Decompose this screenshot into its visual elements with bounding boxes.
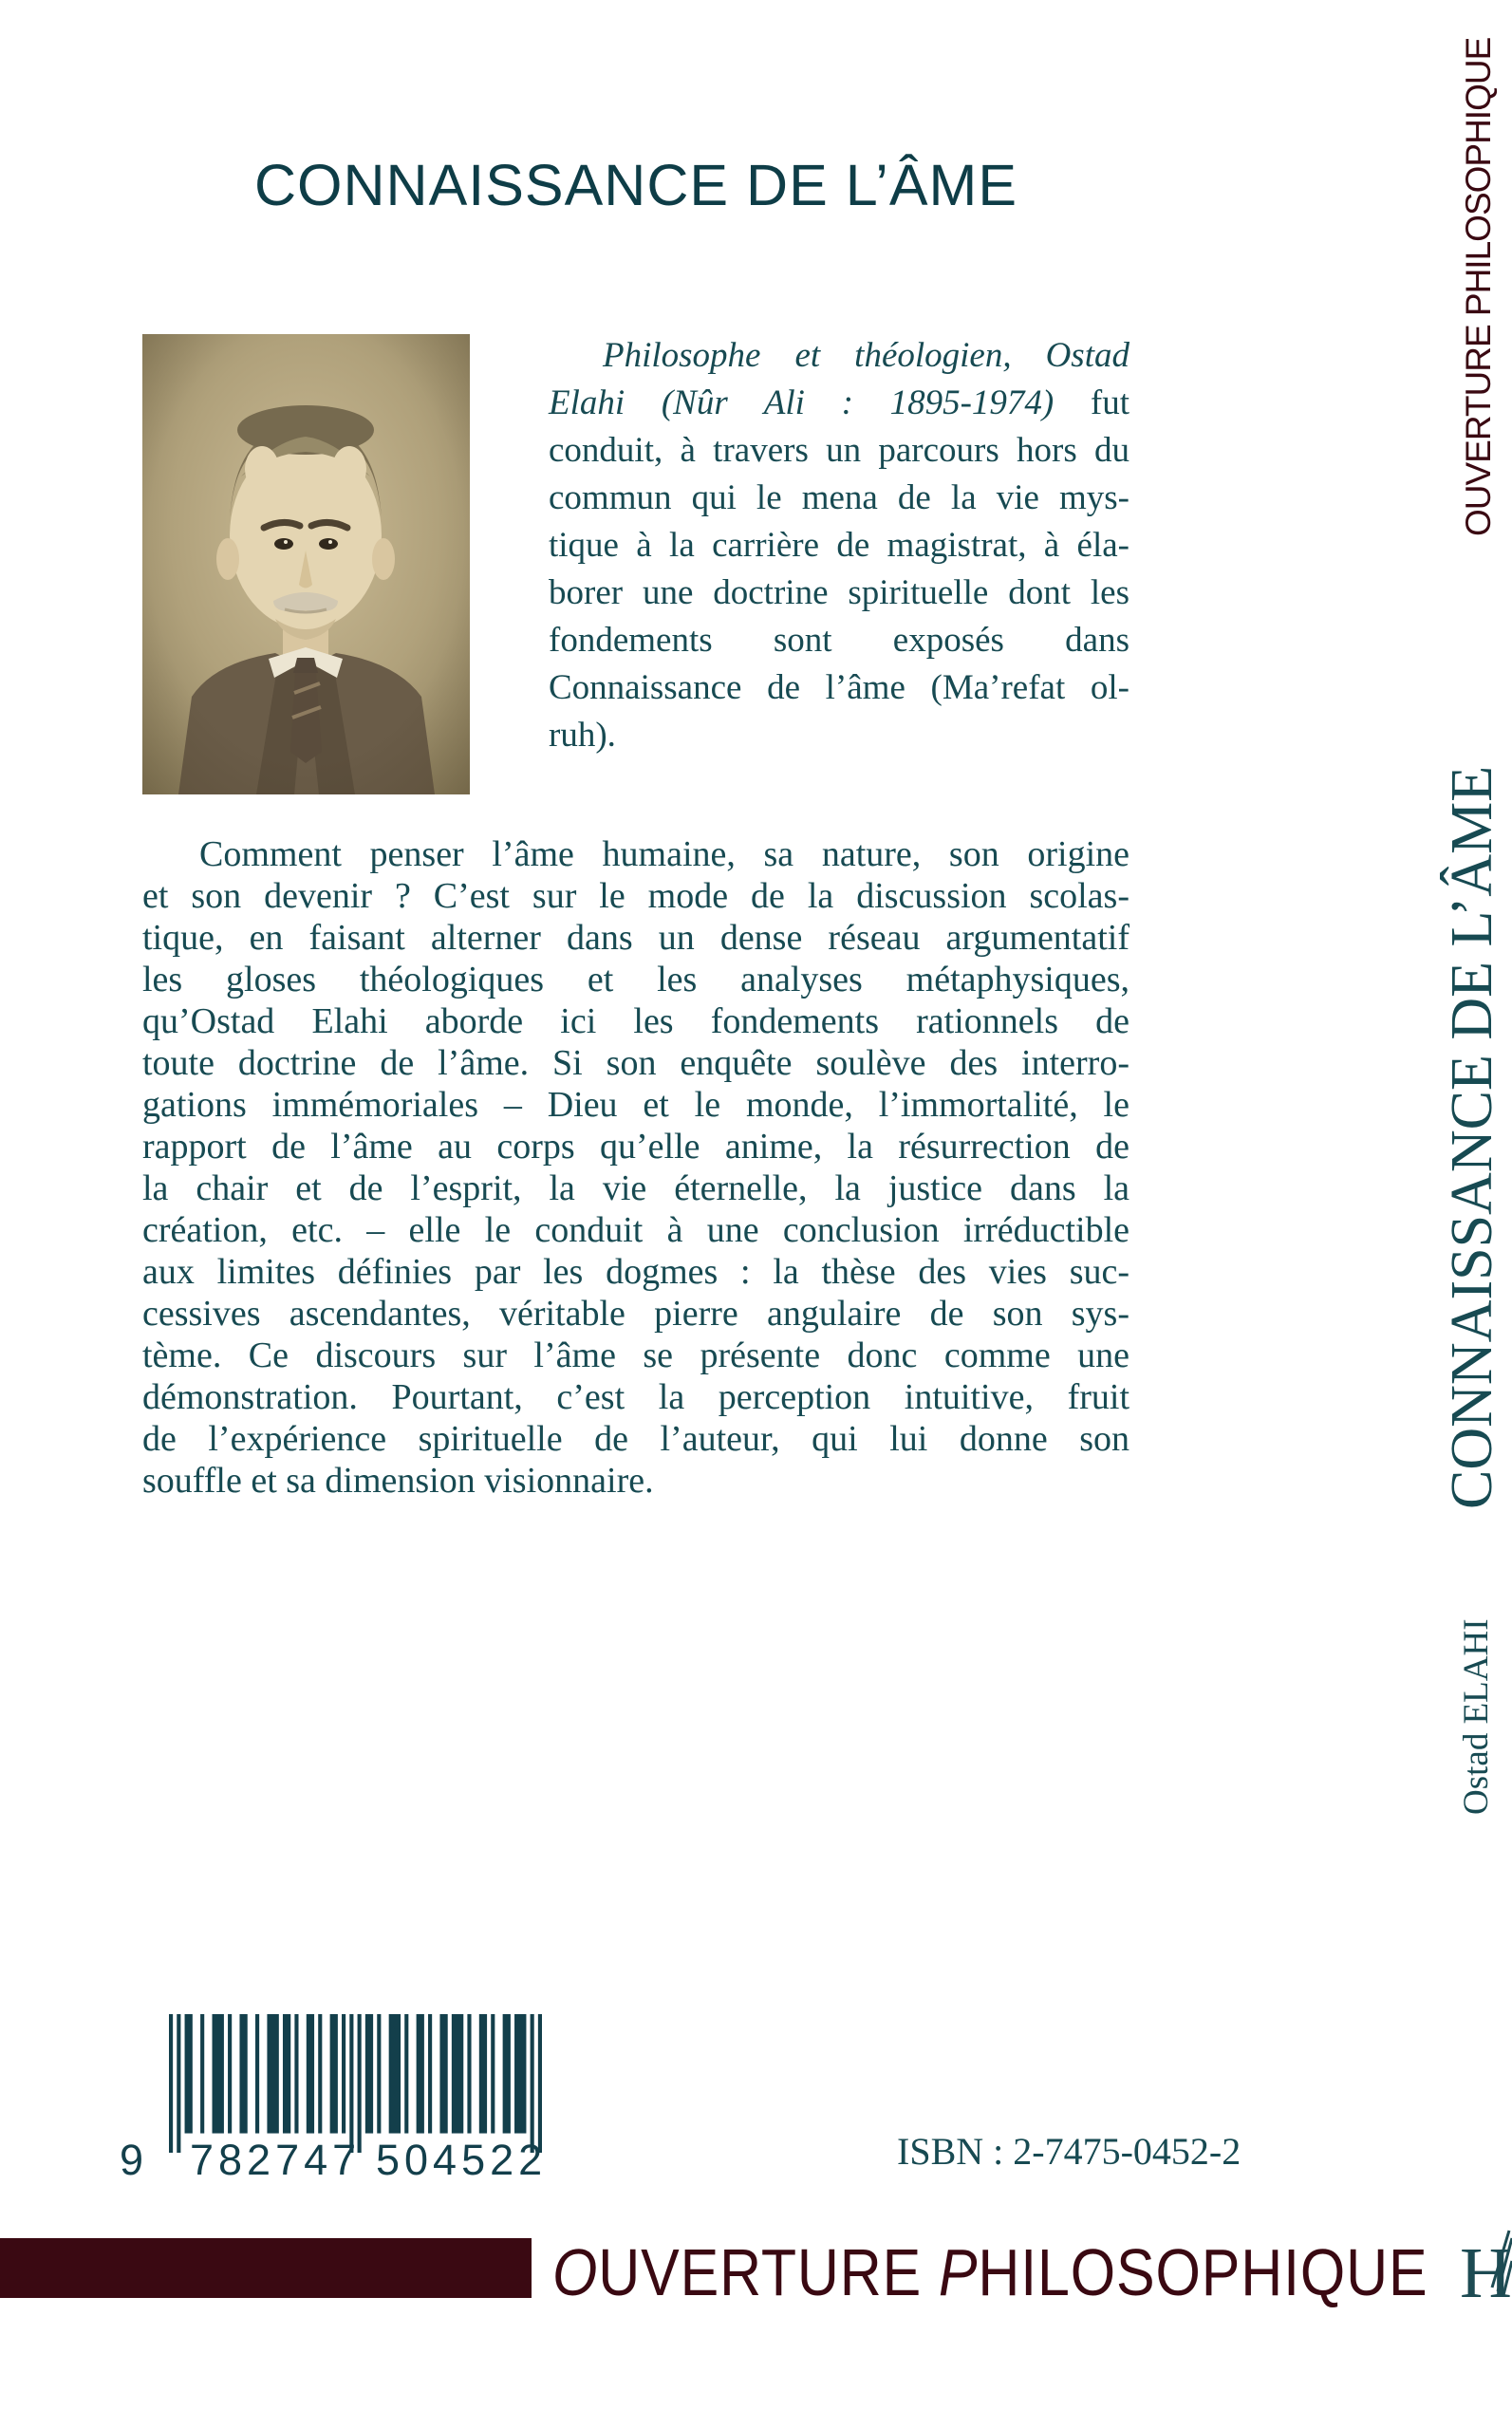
- text-line: Comment penser l’âme humaine, sa nature, son origine: [199, 834, 1129, 874]
- barcode-bars-graphic: [169, 2014, 542, 2153]
- collection-word1-initial: O: [552, 2235, 599, 2309]
- isbn-label: ISBN : 2-7475-0452-2: [897, 2130, 1241, 2173]
- text-line: gations immémoriales – Dieu et le monde, l’immortalité, le: [142, 1085, 1129, 1125]
- text-line: [549, 664, 1129, 712]
- book-title: CONNAISSANCE DE L’ÂME: [253, 153, 1018, 217]
- text-line: [549, 475, 1129, 522]
- roman-text: fondements sont exposés dans: [549, 621, 1129, 660]
- barcode-digits-right-group: 504522: [376, 2136, 548, 2184]
- author-portrait-photo: [142, 334, 470, 794]
- italic-text: Elahi (Nûr Ali : 1895-1974): [549, 383, 1055, 422]
- roman-text: fut: [1054, 383, 1129, 422]
- roman-text: conduit, à travers un parcours hors du: [549, 431, 1129, 470]
- text-line: et son devenir ? C’est sur le mode de la discussion scolas-: [142, 876, 1129, 916]
- text-line: aux limites définies par les dogmes : la thèse des vies suc-: [142, 1252, 1129, 1292]
- collection-word2-initial: P: [938, 2235, 979, 2309]
- text-line: qu’Ostad Elahi aborde ici les fondements rationnels de: [142, 1001, 1129, 1041]
- main-paragraph: [142, 833, 1129, 1502]
- text-line: [549, 522, 1129, 570]
- text-line: la chair et de l’esprit, la vie éternelle, la justice dans la: [142, 1168, 1129, 1208]
- spine-collection-text: OUVERTURE PHILOSOPHIQUE: [1459, 37, 1498, 536]
- barcode-digit-lead: 9: [120, 2136, 149, 2184]
- text-line: rapport de l’âme au corps qu’elle anime, la résurrection de: [142, 1127, 1129, 1167]
- collection-name: [552, 2234, 1428, 2310]
- intro-paragraph: [549, 332, 1129, 759]
- collection-word1-rest: UVERTURE: [598, 2235, 939, 2309]
- text-line: création, etc. – elle le conduit à une conclusion irréductible: [142, 1210, 1129, 1250]
- text-line: les gloses théologiques et les analyses métaphysiques,: [142, 960, 1129, 999]
- quill-icon: [1490, 2229, 1512, 2305]
- italic-text: Philosophe et théologien, Ostad: [603, 336, 1129, 375]
- roman-text: borer une doctrine spirituelle dont les: [549, 573, 1129, 612]
- text-line: [549, 427, 1129, 475]
- text-line: [549, 712, 1129, 759]
- ean-barcode: [169, 2014, 542, 2153]
- text-line: démonstration. Pourtant, c’est la perception intuitive, fruit: [142, 1377, 1129, 1417]
- spine-author-text: Ostad ELAHI: [1457, 1618, 1496, 1815]
- text-line: tème. Ce discours sur l’âme se présente donc comme une: [142, 1335, 1129, 1375]
- text-line: souffle et sa dimension visionnaire.: [142, 1461, 654, 1501]
- text-line: [549, 380, 1129, 427]
- text-line: de l’expérience spirituelle de l’auteur, qui lui donne son: [142, 1419, 1129, 1459]
- text-line: [549, 570, 1129, 617]
- text-line: cessives ascendantes, véritable pierre angulaire de son sys-: [142, 1294, 1129, 1334]
- text-line: tique, en faisant alterner dans un dense réseau argumentatif: [142, 918, 1129, 958]
- roman-text: Connaissance de l’âme (Ma’refat ol-: [549, 668, 1129, 707]
- roman-text: tique à la carrière de magistrat, à éla-: [549, 526, 1129, 565]
- text-line: toute doctrine de l’âme. Si son enquête soulève des interro-: [142, 1043, 1129, 1083]
- text-line: [549, 617, 1129, 664]
- publisher-harmattan-logo: H: [1460, 2233, 1512, 2313]
- roman-text: commun qui le mena de la vie mys-: [549, 478, 1129, 517]
- text-line: [549, 332, 1129, 380]
- collection-color-block: [0, 2238, 532, 2298]
- collection-word2-rest: HILOSOPHIQUE: [978, 2235, 1428, 2309]
- spine-title-text: CONNAISSANCE DE L’ÂME: [1440, 765, 1504, 1509]
- portrait-illustration: [142, 334, 470, 794]
- barcode-digits-left-group: 782747: [190, 2136, 362, 2184]
- roman-text: ruh).: [549, 716, 616, 755]
